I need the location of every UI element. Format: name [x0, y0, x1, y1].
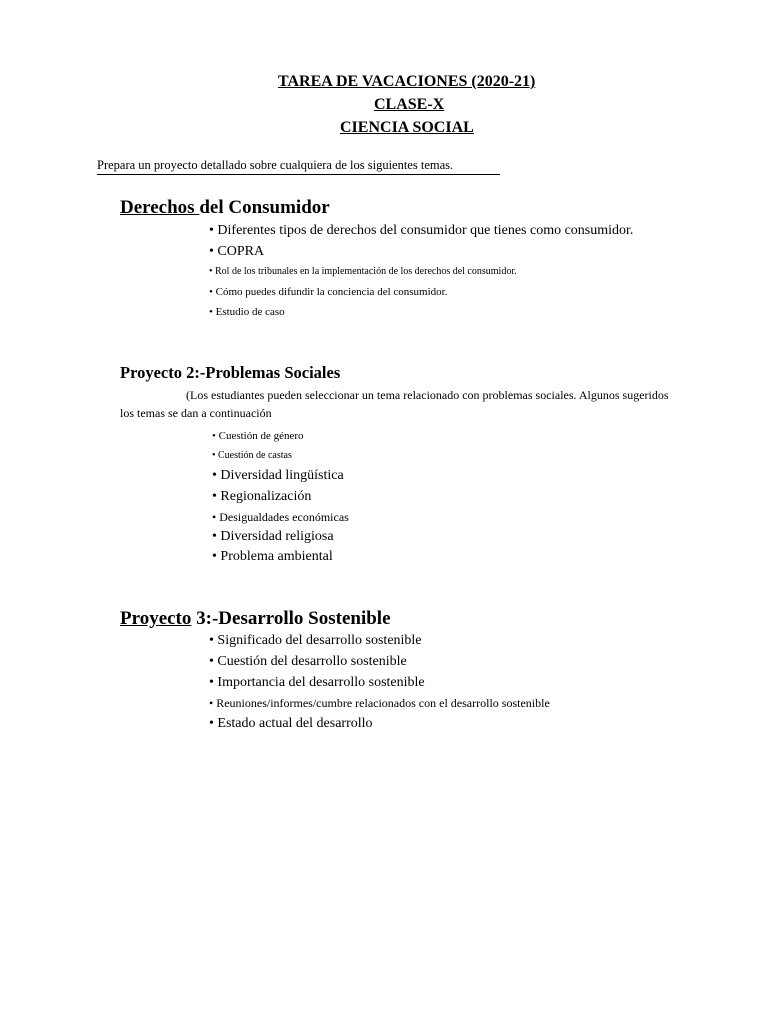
- section3-heading: [120, 608, 391, 630]
- section2-item: • Cuestión de castas: [212, 450, 292, 461]
- section3-item: • Importancia del desarrollo sostenible: [209, 675, 425, 690]
- intro-text: Prepara un proyecto detallado sobre cualquiera de los siguientes temas.: [97, 158, 454, 172]
- class-title: CLASE-X: [374, 96, 445, 113]
- section2-item: • Cuestión de género: [212, 430, 304, 442]
- section2-item: • Regionalización: [212, 489, 312, 504]
- section2-item: • Diversidad religiosa: [212, 529, 334, 544]
- section3-heading-rest: 3:-Desarrollo Sostenible: [191, 608, 391, 629]
- section1-heading-underlined: Derechos: [120, 197, 200, 218]
- section1-item: • COPRA: [209, 244, 265, 259]
- subject-title: CIENCIA SOCIAL: [340, 119, 474, 136]
- section1-item: • Estudio de caso: [209, 306, 285, 318]
- section2-item: • Desigualdades económicas: [212, 510, 349, 524]
- section1-item: • Cómo puedes difundir la conciencia del consumidor.: [209, 286, 448, 298]
- section2-paragraph-line2: los temas se dan a continuación: [120, 406, 272, 420]
- intro-underline: [97, 174, 500, 175]
- section3-item: • Significado del desarrollo sostenible: [209, 633, 422, 648]
- section1-item: • Rol de los tribunales en la implementación de los derechos del consumidor.: [209, 266, 517, 277]
- section3-item: • Reuniones/informes/cumbre relacionados con el desarrollo sostenible: [209, 696, 550, 710]
- section2-item: • Diversidad lingüística: [212, 468, 344, 483]
- section3-item: • Cuestión del desarrollo sostenible: [209, 654, 407, 669]
- section1-heading-rest: del Consumidor: [199, 197, 330, 218]
- section3-item: • Estado actual del desarrollo: [209, 716, 373, 731]
- section2-paragraph-line1: (Los estudiantes pueden seleccionar un tema relacionado con problemas sociales. Algunos sugeridos: [186, 388, 669, 402]
- section1-item: • Diferentes tipos de derechos del consumidor que tienes como consumidor.: [209, 223, 634, 238]
- section2-heading: Proyecto 2:-Problemas Sociales: [120, 363, 341, 382]
- section2-item: • Problema ambiental: [212, 549, 333, 564]
- section3-heading-underlined: Proyecto: [120, 608, 192, 629]
- section1-heading: [120, 197, 330, 219]
- document-title: TAREA DE VACACIONES (2020-21): [278, 73, 536, 90]
